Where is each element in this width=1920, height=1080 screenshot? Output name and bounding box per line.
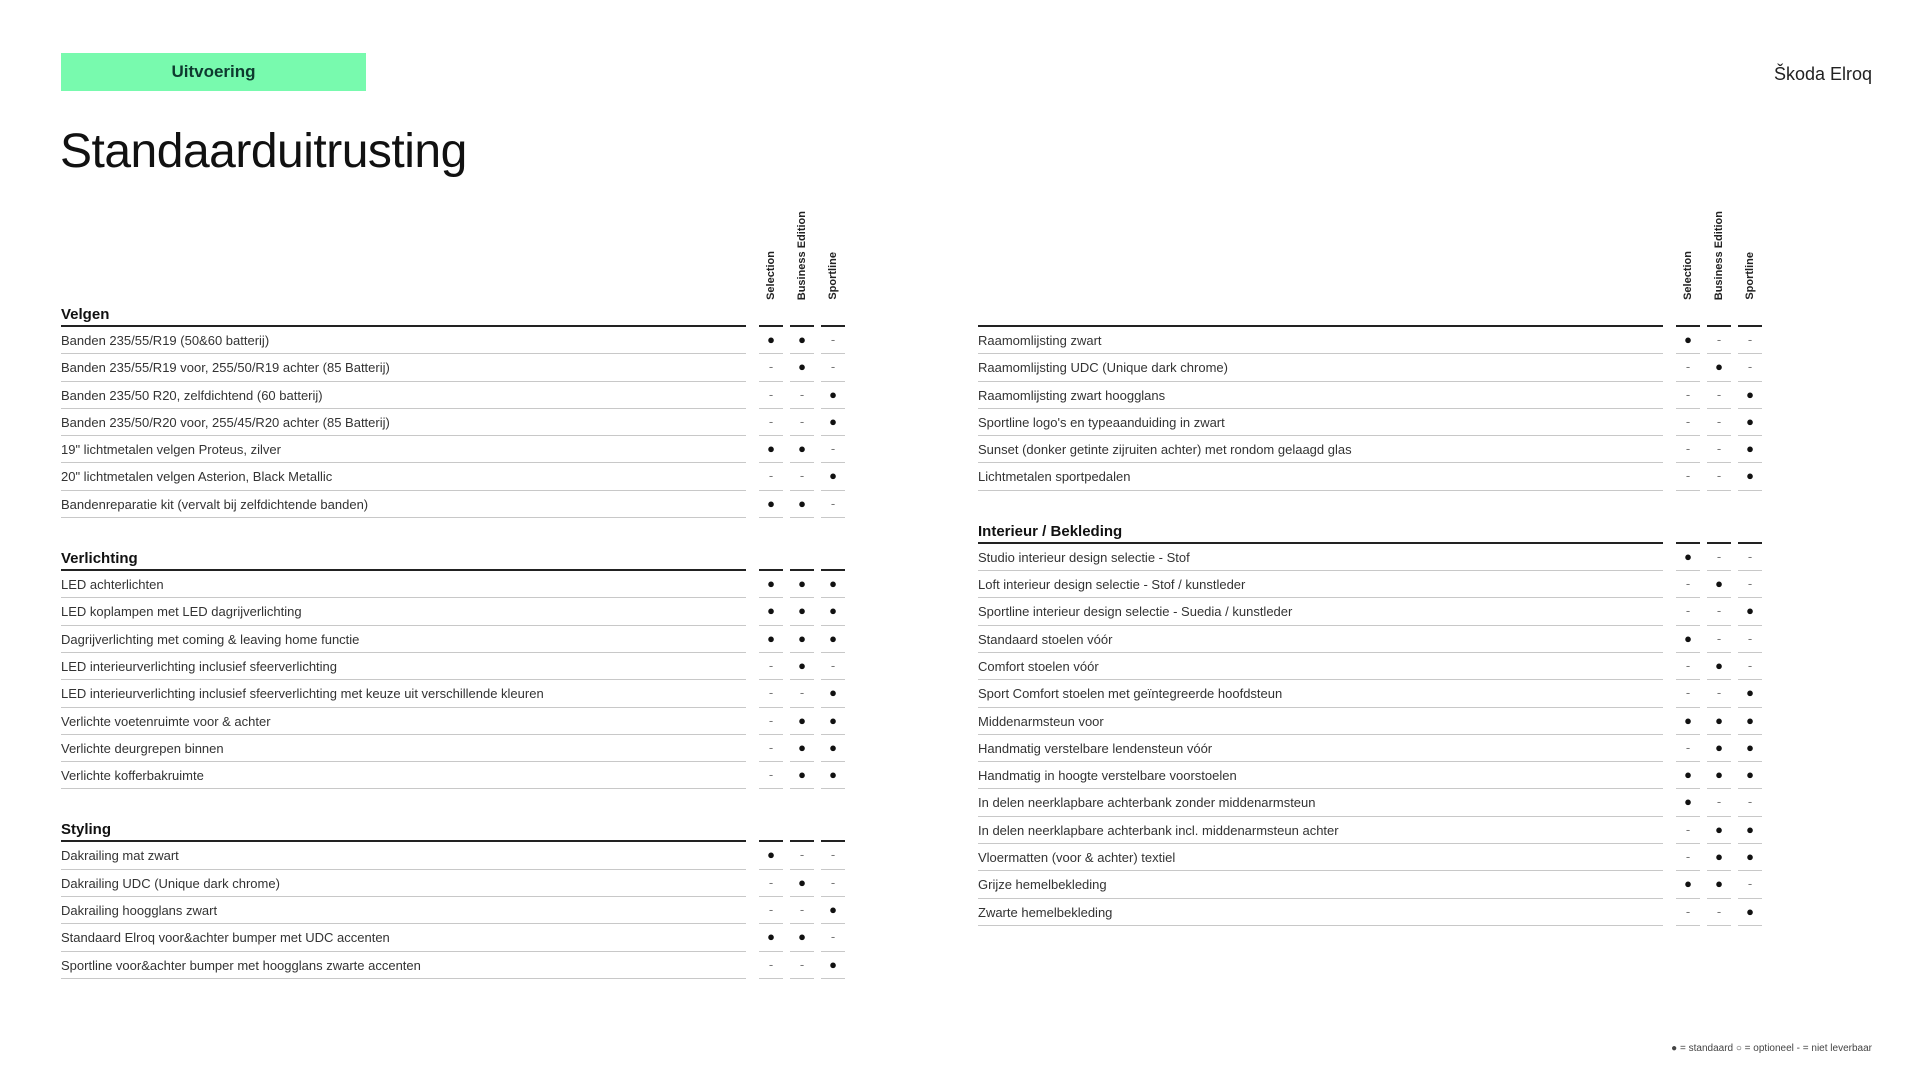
not-available-dash: - (799, 847, 805, 863)
not-available-dash: - (1685, 903, 1691, 919)
not-available-dash: - (1685, 576, 1691, 592)
mark-rule (759, 788, 783, 789)
table-row (61, 491, 841, 518)
mark-rule (759, 978, 783, 979)
row-rule (978, 490, 1663, 491)
standard-dot: ● (798, 495, 806, 511)
row-rule (61, 978, 746, 979)
not-available-dash: - (1716, 386, 1722, 402)
not-available-dash: - (1747, 794, 1753, 810)
standard-dot: ● (767, 603, 775, 619)
table-row (61, 952, 841, 979)
feature-label: Studio interieur design selectie - Stof (978, 549, 1190, 565)
feature-label: Grijze hemelbekleding (978, 877, 1107, 893)
not-available-dash: - (1747, 576, 1753, 592)
column-header (821, 200, 845, 300)
standard-dot: ● (798, 739, 806, 755)
mark-rule (1738, 490, 1762, 491)
table-row (61, 897, 841, 924)
table-row (61, 598, 841, 625)
feature-label: Sportline interieur design selectie - Suedia / kunstleder (978, 604, 1293, 620)
table-row (978, 626, 1758, 653)
mark-rule (821, 978, 845, 979)
table-row (61, 842, 841, 869)
feature-label: Dakrailing mat zwart (61, 848, 179, 864)
table-row (61, 382, 841, 409)
table-row (978, 463, 1758, 490)
not-available-dash: - (768, 956, 774, 972)
table-row (61, 571, 841, 598)
table-row (61, 708, 841, 735)
column-header-label: Selection (765, 251, 777, 300)
feature-label: Sunset (donker getinte zijruiten achter) met rondom gelaagd glas (978, 442, 1352, 458)
not-available-dash: - (1685, 849, 1691, 865)
table-row (61, 463, 841, 490)
standard-dot: ● (1715, 712, 1723, 728)
feature-label: Raamomlijsting UDC (Unique dark chrome) (978, 360, 1228, 376)
standard-dot: ● (1715, 767, 1723, 783)
feature-label: Dakrailing UDC (Unique dark chrome) (61, 875, 280, 891)
feature-label: Lichtmetalen sportpedalen (978, 469, 1131, 485)
not-available-dash: - (1716, 332, 1722, 347)
mark-rule (1676, 490, 1700, 491)
not-available-dash: - (768, 712, 774, 728)
not-available-dash: - (1747, 876, 1753, 892)
feature-label: LED interieurverlichting inclusief sfeerverlichting met keuze uit verschillende kleuren (61, 686, 544, 702)
standard-dot: ● (798, 712, 806, 728)
table-row (978, 708, 1758, 735)
table-row (978, 327, 1758, 354)
not-available-dash: - (830, 874, 836, 890)
feature-label: Dakrailing hoogglans zwart (61, 903, 218, 919)
not-available-dash: - (799, 685, 805, 701)
equipment-column-right (978, 200, 1758, 926)
column-header (1707, 200, 1731, 300)
column-header-label: Business Edition (796, 210, 808, 300)
standard-dot: ● (767, 441, 775, 457)
standard-dot: ● (767, 929, 775, 945)
not-available-dash: - (1685, 468, 1691, 484)
table-row (61, 436, 841, 463)
feature-label: LED achterlichten (61, 577, 164, 593)
legend: ● = standaard ○ = optioneel - = niet leverbaar (1671, 1043, 1872, 1054)
standard-dot: ● (798, 603, 806, 619)
standard-dot: ● (767, 847, 775, 863)
table-row (978, 653, 1758, 680)
section-header (978, 517, 1758, 544)
not-available-dash: - (1685, 413, 1691, 429)
feature-label: Banden 235/55/R19 voor, 255/50/R19 achter (85 Batterij) (61, 360, 390, 376)
standard-dot: ● (1715, 739, 1723, 755)
table-row (978, 571, 1758, 598)
not-available-dash: - (1747, 332, 1753, 347)
feature-label: Zwarte hemelbekleding (978, 904, 1113, 920)
not-available-dash: - (768, 902, 774, 918)
section-header (61, 300, 841, 327)
not-available-dash: - (768, 767, 774, 783)
mark-rule (1707, 490, 1731, 491)
standard-dot: ● (1746, 603, 1754, 619)
standard-dot: ● (767, 576, 775, 592)
standard-dot: ● (829, 685, 837, 701)
standard-dot: ● (1746, 739, 1754, 755)
standard-dot: ● (1715, 821, 1723, 837)
feature-label: Middenarmsteun voor (978, 713, 1104, 729)
feature-label: Sportline logo's en typeaanduiding in zwart (978, 414, 1225, 430)
section-header (61, 544, 841, 571)
feature-label: Sportline voor&achter bumper met hoogglans zwarte accenten (61, 957, 421, 973)
column-header-label: Sportline (827, 252, 839, 300)
not-available-dash: - (830, 847, 836, 863)
standard-dot: ● (829, 956, 837, 972)
standard-dot: ● (829, 468, 837, 484)
not-available-dash: - (1716, 413, 1722, 429)
mark-rule (759, 517, 783, 518)
feature-label: Sport Comfort stoelen met geïntegreerde hoofdsteun (978, 686, 1283, 702)
table-row (978, 899, 1758, 926)
feature-label: Comfort stoelen vóór (978, 658, 1099, 674)
standard-dot: ● (829, 767, 837, 783)
column-header (759, 200, 783, 300)
standard-dot: ● (1684, 332, 1692, 347)
standard-dot: ● (829, 413, 837, 429)
mark-rule (790, 517, 814, 518)
not-available-dash: - (799, 956, 805, 972)
section-header (61, 815, 841, 842)
not-available-dash: - (1716, 794, 1722, 810)
feature-label: Banden 235/55/R19 (50&60 batterij) (61, 333, 270, 348)
not-available-dash: - (768, 657, 774, 673)
not-available-dash: - (1716, 630, 1722, 646)
standard-dot: ● (1746, 441, 1754, 457)
standard-dot: ● (1746, 712, 1754, 728)
page-title: Standaarduitrusting (60, 125, 467, 178)
standard-dot: ● (798, 874, 806, 890)
feature-label: Handmatig verstelbare lendensteun vóór (978, 740, 1213, 756)
table-row (978, 817, 1758, 844)
column-header-label: Business Edition (1713, 210, 1725, 300)
standard-dot: ● (798, 630, 806, 646)
not-available-dash: - (1716, 548, 1722, 564)
not-available-dash: - (1716, 903, 1722, 919)
section-gap (61, 518, 841, 544)
not-available-dash: - (1685, 359, 1691, 375)
feature-label: Loft interieur design selectie - Stof / kunstleder (978, 577, 1246, 593)
brand-name: Škoda Elroq (1773, 64, 1872, 84)
standard-dot: ● (1746, 413, 1754, 429)
standard-dot: ● (1746, 386, 1754, 402)
standard-dot: ● (1684, 767, 1692, 783)
table-row (978, 598, 1758, 625)
column-header (1676, 200, 1700, 300)
mark-rule (1738, 925, 1762, 926)
equipment-column-left (61, 200, 841, 979)
standard-dot: ● (1715, 876, 1723, 892)
not-available-dash: - (1685, 685, 1691, 701)
standard-dot: ● (1746, 685, 1754, 701)
table-row (978, 354, 1758, 381)
table-row (978, 680, 1758, 707)
not-available-dash: - (768, 874, 774, 890)
standard-dot: ● (1746, 903, 1754, 919)
standard-dot: ● (1684, 794, 1692, 810)
standard-dot: ● (798, 929, 806, 945)
not-available-dash: - (768, 739, 774, 755)
feature-label: Banden 235/50 R20, zelfdichtend (60 batterij) (61, 387, 323, 403)
section-header (978, 300, 1758, 327)
standard-dot: ● (1715, 359, 1723, 375)
standard-dot: ● (1715, 849, 1723, 865)
not-available-dash: - (768, 413, 774, 429)
column-headers (61, 200, 841, 300)
section-title: Styling (61, 821, 112, 839)
feature-label: Verlichte voetenruimte voor & achter (61, 713, 271, 729)
not-available-dash: - (1747, 657, 1753, 673)
table-row (978, 871, 1758, 898)
not-available-dash: - (1747, 548, 1753, 564)
standard-dot: ● (1684, 712, 1692, 728)
not-available-dash: - (830, 332, 836, 347)
not-available-dash: - (1716, 468, 1722, 484)
not-available-dash: - (1685, 441, 1691, 457)
not-available-dash: - (1685, 739, 1691, 755)
column-header (1738, 200, 1762, 300)
not-available-dash: - (768, 386, 774, 402)
section-gap (978, 491, 1758, 517)
standard-dot: ● (1746, 821, 1754, 837)
table-row (978, 735, 1758, 762)
not-available-dash: - (768, 468, 774, 484)
table-row (61, 354, 841, 381)
table-row (978, 544, 1758, 571)
standard-dot: ● (767, 332, 775, 347)
row-rule (978, 925, 1663, 926)
section-title: Interieur / Bekleding (978, 522, 1123, 540)
table-row (978, 436, 1758, 463)
table-row (978, 789, 1758, 816)
table-row (61, 327, 841, 354)
not-available-dash: - (1716, 603, 1722, 619)
table-row (61, 680, 841, 707)
not-available-dash: - (799, 413, 805, 429)
feature-label: Bandenreparatie kit (vervalt bij zelfdichtende banden) (61, 496, 369, 512)
standard-dot: ● (798, 576, 806, 592)
standard-dot: ● (1684, 630, 1692, 646)
not-available-dash: - (799, 386, 805, 402)
section-badge: Uitvoering (61, 53, 366, 91)
feature-label: Raamomlijsting zwart hoogglans (978, 387, 1166, 403)
table-row (978, 762, 1758, 789)
standard-dot: ● (1715, 657, 1723, 673)
standard-dot: ● (829, 603, 837, 619)
standard-dot: ● (1746, 468, 1754, 484)
mark-rule (1707, 925, 1731, 926)
table-row (61, 870, 841, 897)
table-row (61, 735, 841, 762)
feature-label: Verlichte kofferbakruimte (61, 768, 204, 784)
table-row (978, 844, 1758, 871)
not-available-dash: - (830, 657, 836, 673)
mark-rule (821, 788, 845, 789)
column-header-label: Selection (1682, 251, 1694, 300)
not-available-dash: - (1716, 685, 1722, 701)
not-available-dash: - (1685, 657, 1691, 673)
standard-dot: ● (767, 495, 775, 511)
not-available-dash: - (768, 685, 774, 701)
not-available-dash: - (1685, 821, 1691, 837)
standard-dot: ● (798, 441, 806, 457)
not-available-dash: - (1747, 630, 1753, 646)
feature-label: Handmatig in hoogte verstelbare voorstoelen (978, 768, 1237, 784)
table-row (61, 653, 841, 680)
feature-label: Standaard stoelen vóór (978, 631, 1113, 647)
not-available-dash: - (830, 359, 836, 375)
feature-label: LED interieurverlichting inclusief sfeerverlichting (61, 658, 338, 674)
standard-dot: ● (798, 359, 806, 375)
not-available-dash: - (1685, 603, 1691, 619)
table-row (61, 924, 841, 951)
standard-dot: ● (829, 630, 837, 646)
feature-label: Verlichte deurgrepen binnen (61, 740, 224, 756)
column-header (790, 200, 814, 300)
table-row (978, 382, 1758, 409)
feature-label: Vloermatten (voor & achter) textiel (978, 850, 1176, 866)
standard-dot: ● (798, 767, 806, 783)
standard-dot: ● (829, 386, 837, 402)
standard-dot: ● (1715, 576, 1723, 592)
standard-dot: ● (829, 712, 837, 728)
row-rule (61, 788, 746, 789)
not-available-dash: - (1685, 386, 1691, 402)
standard-dot: ● (1746, 849, 1754, 865)
standard-dot: ● (1684, 548, 1692, 564)
section-title: Velgen (61, 306, 110, 323)
feature-label: In delen neerklapbare achterbank zonder middenarmsteun (978, 795, 1316, 811)
row-rule (61, 517, 746, 518)
section-gap (61, 789, 841, 815)
not-available-dash: - (799, 902, 805, 918)
feature-label: Dagrijverlichting met coming & leaving home functie (61, 631, 360, 647)
standard-dot: ● (767, 630, 775, 646)
feature-label: Standaard Elroq voor&achter bumper met UDC accenten (61, 930, 390, 946)
table-row (61, 409, 841, 436)
standard-dot: ● (798, 332, 806, 347)
standard-dot: ● (829, 576, 837, 592)
not-available-dash: - (830, 441, 836, 457)
feature-label: 20" lichtmetalen velgen Asterion, Black Metallic (61, 469, 333, 485)
not-available-dash: - (830, 495, 836, 511)
feature-label: Raamomlijsting zwart (978, 333, 1102, 348)
mark-rule (790, 788, 814, 789)
not-available-dash: - (1747, 359, 1753, 375)
standard-dot: ● (829, 902, 837, 918)
standard-dot: ● (1684, 876, 1692, 892)
table-row (61, 626, 841, 653)
column-headers (978, 200, 1758, 300)
not-available-dash: - (1716, 441, 1722, 457)
table-row (61, 762, 841, 789)
standard-dot: ● (829, 739, 837, 755)
not-available-dash: - (799, 468, 805, 484)
section-title: Verlichting (61, 550, 138, 568)
standard-dot: ● (1746, 767, 1754, 783)
feature-label: 19" lichtmetalen velgen Proteus, zilver (61, 442, 281, 458)
mark-rule (821, 517, 845, 518)
mark-rule (790, 978, 814, 979)
standard-dot: ● (798, 657, 806, 673)
not-available-dash: - (830, 929, 836, 945)
feature-label: Banden 235/50/R20 voor, 255/45/R20 achter (85 Batterij) (61, 414, 390, 430)
table-row (978, 409, 1758, 436)
not-available-dash: - (768, 359, 774, 375)
mark-rule (1676, 925, 1700, 926)
column-header-label: Sportline (1744, 252, 1756, 300)
feature-label: In delen neerklapbare achterbank incl. middenarmsteun achter (978, 822, 1339, 838)
feature-label: LED koplampen met LED dagrijverlichting (61, 604, 302, 620)
